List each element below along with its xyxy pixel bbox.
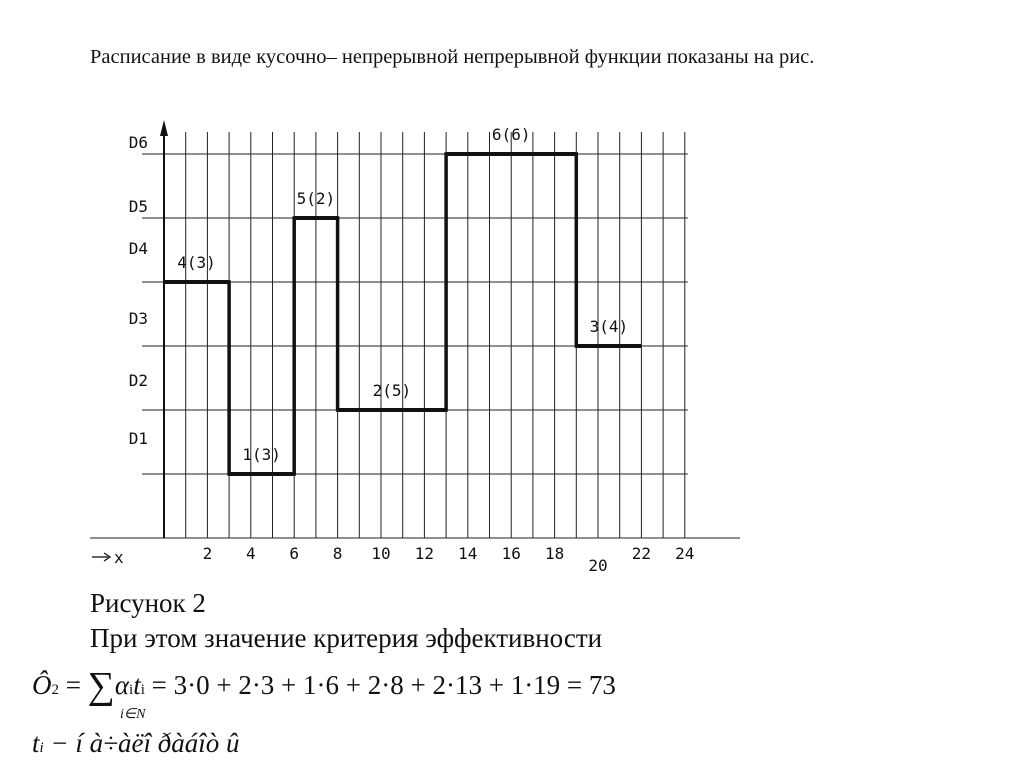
x-tick-label: 12	[414, 544, 435, 563]
formula-sum-index: i∈N	[120, 707, 146, 722]
x-tick-label: 6	[289, 544, 300, 563]
formula-term-sub: i	[129, 682, 134, 698]
formula-lhs: Ô	[32, 670, 52, 700]
chart-tick-labels	[114, 133, 694, 575]
segment-label: 5(2)	[296, 189, 336, 208]
formula-term: α	[114, 670, 130, 700]
segment-label: 4(3)	[177, 253, 216, 272]
y-axis-arrow	[160, 120, 168, 136]
x-tick-label: 22	[631, 544, 652, 563]
x-tick-label: 10	[371, 544, 391, 563]
x-axis-label: x	[114, 548, 124, 567]
y-tick-label: D3	[128, 309, 148, 328]
formula-lhs-sub: 2	[51, 682, 59, 698]
note-var: t	[32, 728, 40, 758]
note-line	[32, 728, 239, 759]
y-tick-label: D2	[128, 371, 148, 390]
y-tick-label: D6	[128, 133, 148, 152]
x-tick-label: 18	[544, 544, 565, 563]
x-tick-label: 20	[588, 556, 608, 575]
chart-axes	[92, 120, 168, 561]
x-tick-label: 14	[458, 544, 478, 563]
y-tick-label: D5	[128, 197, 148, 216]
y-tick-label: D4	[128, 239, 148, 258]
segment-label: 2(5)	[372, 381, 412, 400]
figure-caption: Рисунок 2	[90, 588, 206, 618]
efficiency-formula: Ô2 = ∑αiti = 3·0 + 2·3 + 1·6 + 2·8 + 2·13 + 1·19 = 73 i∈N	[32, 665, 616, 722]
formula-rhs: = 3·0 + 2·3 + 1·6 + 2·8 + 2·13 + 1·19 = 73	[151, 670, 616, 700]
note-var-sub: i	[39, 740, 44, 756]
segment-label: 1(3)	[242, 445, 281, 464]
segment-label: 6(6)	[491, 125, 531, 144]
formula-t-sub: i	[140, 682, 145, 698]
x-tick-label: 8	[332, 544, 343, 563]
segment-label: 3(4)	[589, 317, 629, 336]
formula-t: t	[133, 670, 141, 700]
x-tick-label: 16	[501, 544, 521, 563]
criterion-text: При этом значение критерия эффективности	[90, 623, 603, 653]
note-rest: − í à÷àëî ðàáîò û	[43, 728, 240, 758]
x-tick-label: 4	[245, 544, 256, 563]
sum-symbol: ∑	[87, 665, 115, 707]
x-tick-label: 2	[202, 544, 213, 563]
y-tick-label: D1	[128, 429, 148, 448]
x-tick-label: 24	[675, 544, 695, 563]
intro-text: Расписание в виде кусочно– непрерывной непрерывной функции показаны на рис.	[90, 46, 815, 68]
chart-grid	[90, 132, 740, 538]
